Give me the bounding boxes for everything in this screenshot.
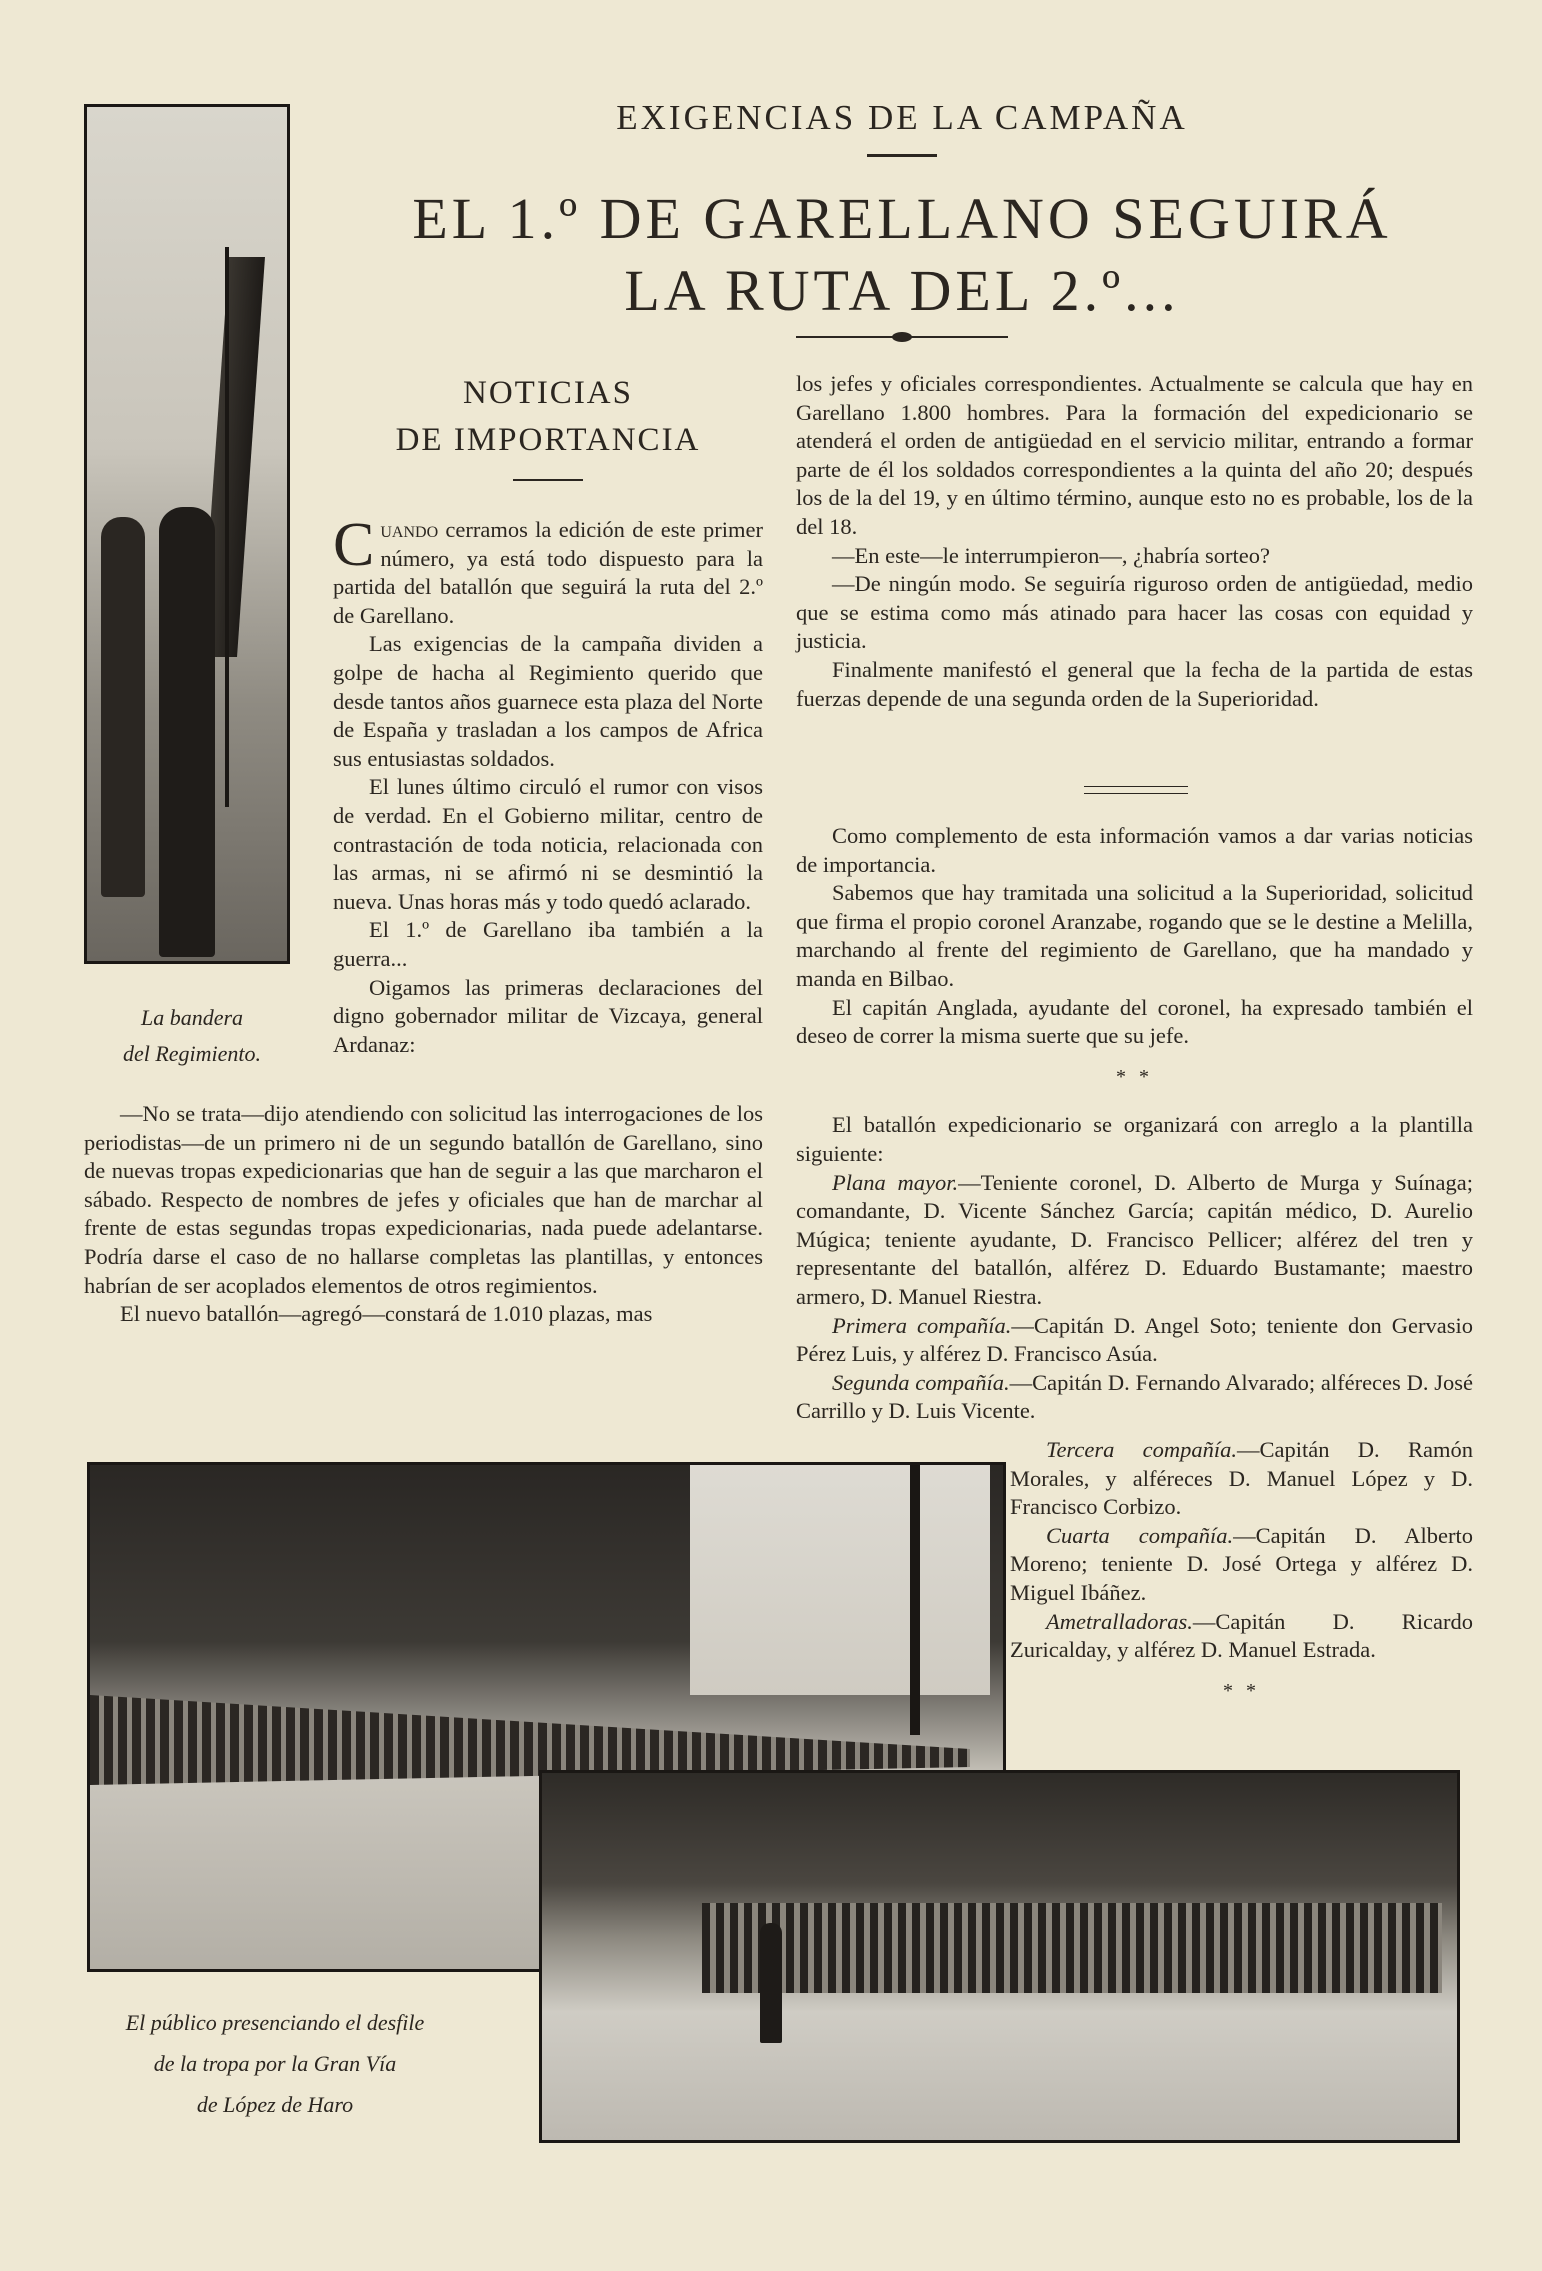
right-column-top xyxy=(796,370,1473,713)
paragraph: El capitán Anglada, ayudante del coronel, ha expresado también el deseo de correr la misma suerte que su jefe. xyxy=(796,994,1473,1049)
left-column xyxy=(333,511,763,1059)
paragraph: Sabemos que hay tramitada una solicitud a la Superioridad, solicitud que firma el propio coronel Aranzabe, rogando que se le destine a Melilla, marchando al frente del regimiento de Garellano, que ha mandado y manda en Bilbao. xyxy=(796,880,1473,991)
headline-line2: LA RUTA DEL 2.º... xyxy=(624,258,1180,323)
paragraph: —En este—le interrumpieron—, ¿habría sorteo? xyxy=(832,542,1270,568)
paragraph: los jefes y oficiales correspondientes. Actualmente se calcula que hay en Garellano 1.800 hombres. Para la formación del expedicionario se atenderá el orden de antigüedad en el servicio militar, entrando a formar parte de él los soldados correspondientes a la quinta del año 20; después los de la del 19, y en último término, aunque esto no es probable, los de la del 18. xyxy=(796,371,1473,539)
headline-ornament xyxy=(796,336,1008,338)
left-wide-text xyxy=(84,1100,763,1329)
paragraph: El nuevo batallón—agregó—constará de 1.010 plazas, mas xyxy=(120,1301,653,1327)
parade-caption: El público presenciando el desfile de la tropa por la Gran Vía de López de Haro xyxy=(125,2010,425,2117)
paragraph: —No se trata—dijo atendiendo con solicitud las interrogaciones de los periodistas—de un primero ni de un segundo batallón de Garellano, sino de nuevas tropas expedicionarias que han de seguir a las que marcharon el sábado. Respecto de nombres de jefes y oficiales que han de marchar al frente de estas segundas tropas expedicionarias, nada puede adelantarse. Podría darse el caso de no hallarse completas las plantillas, y entonces habrían de ser acoplados elementos de otros regimientos. xyxy=(84,1101,763,1298)
paragraph: —De ningún modo. Se seguiría riguroso orden de antigüedad, medio que se estima como más atinado para hacer las cosas con equidad y justicia. xyxy=(796,571,1473,654)
roster-ametralladoras: Ametralladoras.—Capitán D. Ricardo Zuricalday, y alférez D. Manuel Estrada. xyxy=(1010,1608,1473,1663)
flag-photo xyxy=(84,104,290,964)
paragraph: El 1.º de Garellano iba también a la guerra... xyxy=(333,917,763,971)
dropcap: C xyxy=(333,511,375,579)
paragraph: El batallón expedicionario se organizará con arreglo a la plantilla siguiente: xyxy=(796,1112,1473,1166)
subheading-rule xyxy=(513,479,583,481)
roster-tercera: Tercera compañía.—Capitán D. Ramón Morales, y alféreces D. Manuel López y D. Francisco Corbizo. xyxy=(1010,1437,1473,1520)
paragraph: Finalmente manifestó el general que la fecha de la partida de estas fuerzas depende de una segunda orden de la Superioridad. xyxy=(796,656,1473,711)
separator-stars: * * xyxy=(1223,1679,1260,1702)
paragraph: El lunes último circuló el rumor con visos de verdad. En el Gobierno militar, centro de contrastación de toda noticia, relacionada con las armas, ni se afirmó ni se desmintió la nueva. Unas horas más y todo quedó aclarado. xyxy=(333,774,763,914)
roster-plana-mayor: Plana mayor.—Teniente coronel, D. Alberto de Murga y Suínaga; comandante, D. Vicente Sánchez García; capitán médico, D. Aurelio Múgica; teniente ayudante, D. Francisco Pellicer; alférez del tren y representante del batallón, alférez D. Eduardo Bustamante; maestro armero, D. Manuel Riestra. xyxy=(796,1169,1473,1309)
headline-line1: EL 1.º DE GARELLANO SEGUIRÁ xyxy=(412,186,1392,251)
paragraph: Como complemento de esta información vamos a dar varias noticias de importancia. xyxy=(796,823,1473,877)
paragraph: Las exigencias de la campaña dividen a golpe de hacha al Regimiento querido que desde tantos años guarnece esta plaza del Norte de España y trasladan a los campos de Africa sus entusiastas soldados. xyxy=(333,631,763,771)
separator-stars: * * xyxy=(1116,1065,1153,1088)
section-kicker: EXIGENCIAS DE LA CAMPAÑA xyxy=(616,98,1188,137)
paragraph: Oigamos las primeras declaraciones del digno gobernador militar de Vizcaya, general Ardanaz: xyxy=(333,974,763,1057)
section-divider xyxy=(1084,786,1188,794)
right-column-middle xyxy=(796,822,1473,1426)
roster-cuarta: Cuarta compañía.—Capitán D. Alberto Moreno; teniente D. José Ortega y alférez D. Miguel Ibáñez. xyxy=(1010,1522,1473,1605)
kicker-rule xyxy=(867,154,937,157)
flag-caption: La bandera del Regimiento. xyxy=(122,1005,262,1066)
headline xyxy=(300,183,1504,327)
parade-photo-troops xyxy=(539,1770,1460,2143)
roster-primera: Primera compañía.—Capitán D. Angel Soto; teniente don Gervasio Pérez Luis, y alférez D. Francisco Asúa. xyxy=(796,1312,1473,1367)
roster-segunda: Segunda compañía.—Capitán D. Fernando Alvarado; alféreces D. José Carrillo y D. Luis Vicente. xyxy=(796,1369,1473,1424)
paragraph: Cuando cerramos la edición de este primer número, ya está todo dispuesto para la partida del batallón que seguirá la ruta del 2.º de Garellano. xyxy=(333,511,763,628)
right-column-bottom xyxy=(1010,1436,1473,1705)
subheading: NOTICIAS DE IMPORTANCIA xyxy=(395,375,701,458)
